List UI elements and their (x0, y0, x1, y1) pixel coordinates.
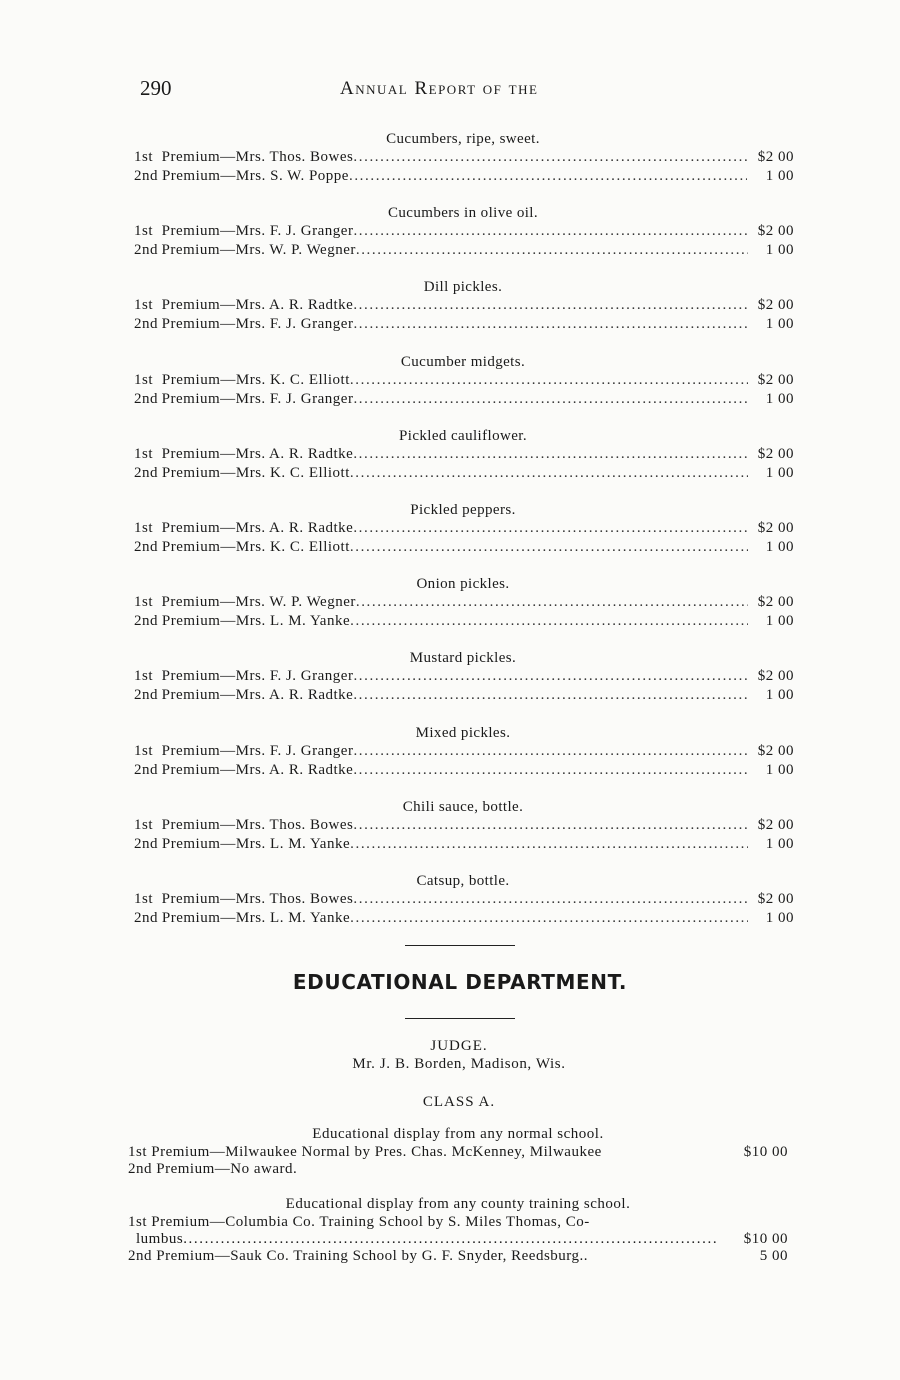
normal-school-block (128, 1126, 788, 1178)
premium-amount: $2 00 (757, 742, 794, 759)
leader-dots (353, 316, 747, 335)
leader-dots (183, 1231, 717, 1248)
premium-amount: 1 00 (765, 687, 794, 704)
premium-row (134, 372, 798, 391)
premium-section (128, 351, 798, 425)
premium-winner: Premium—Mrs. Thos. Bowes (161, 890, 354, 907)
award-line (128, 1161, 788, 1178)
premium-winner: Premium—Mrs. W. P. Wegner (161, 242, 356, 259)
premium-row (134, 297, 798, 316)
premium-amount: 1 00 (765, 168, 794, 184)
premium-amount: $2 00 (757, 297, 794, 314)
premium-section (128, 425, 798, 499)
leader-dots (350, 613, 747, 632)
premium-winner: Premium—Mrs. F. J. Granger (161, 390, 354, 407)
leader-dots (353, 391, 747, 410)
divider-rule (405, 1018, 515, 1019)
leader-dots (349, 168, 747, 187)
leader-dots (350, 465, 748, 484)
premium-row (134, 446, 798, 465)
premium-amount: $2 00 (757, 149, 794, 165)
leader-dots (356, 594, 748, 613)
premium-row (134, 539, 798, 558)
premium-place: 1st (134, 519, 154, 536)
award-text: 2nd Premium—Sauk Co. Training School by G. F. Snyder, Reedsburg.. (128, 1248, 589, 1264)
premium-winner: Premium—Mrs. F. J. Granger (161, 223, 354, 240)
premium-row (134, 762, 798, 781)
section-title: Chili sauce, bottle. (402, 798, 524, 815)
premium-row (134, 891, 798, 910)
premium-section (128, 276, 798, 350)
premium-amount: $2 00 (757, 371, 794, 388)
premium-amount: 1 00 (765, 613, 795, 630)
premium-place: 1st (134, 371, 154, 388)
award-amount: $10 00 (743, 1231, 788, 1247)
premium-winner: Premium—Mrs. K. C. Elliott (161, 371, 350, 388)
section-title: Dill pickles. (423, 279, 503, 296)
premium-winner: Premium—Mrs. L. M. Yanke (161, 909, 351, 926)
premium-sections (128, 128, 798, 944)
premium-place: 1st (134, 594, 154, 611)
premium-amount: $2 00 (757, 519, 794, 536)
premium-amount: 1 00 (765, 835, 795, 852)
premium-row (134, 391, 798, 410)
leader-dots (353, 520, 748, 539)
section-title: Pickled cauliflower. (399, 427, 527, 444)
premium-place: 2nd (134, 316, 158, 333)
premium-winner: Premium—Mrs. A. R. Radtke (161, 761, 354, 778)
premium-row (134, 242, 798, 261)
premium-amount: 1 00 (765, 538, 794, 555)
leader-dots (353, 743, 747, 762)
premium-section (128, 573, 798, 647)
premium-place: 2nd (134, 242, 158, 259)
premium-winner: Premium—Mrs. L. M. Yanke (161, 835, 351, 852)
premium-winner: Premium—Mrs. K. C. Elliott (161, 538, 350, 555)
divider-rule (405, 945, 515, 946)
premium-winner: Premium—Mrs. Thos. Bowes (161, 816, 354, 833)
premium-amount: $2 00 (757, 445, 794, 462)
leader-dots (353, 149, 748, 168)
premium-winner: Premium—Mrs. Thos. Bowes (161, 149, 354, 165)
premium-place: 2nd (134, 168, 158, 184)
premium-winner: Premium—Mrs. W. P. Wegner (161, 594, 356, 611)
premium-winner: Premium—Mrs. A. R. Radtke (161, 687, 354, 704)
leader-dots (353, 223, 747, 242)
section-title: Cucumbers, ripe, sweet. (386, 131, 540, 147)
premium-place: 2nd (134, 835, 158, 852)
premium-amount: 1 00 (765, 316, 794, 333)
premium-amount: 1 00 (765, 464, 794, 481)
premium-section (128, 202, 798, 276)
leader-dots (353, 297, 748, 316)
department-heading: EDUCATIONAL DEPARTMENT. (292, 970, 628, 994)
premium-place: 1st (134, 668, 154, 685)
premium-place: 2nd (134, 464, 158, 481)
leader-dots (353, 446, 748, 465)
premium-section (128, 796, 798, 870)
leader-dots (350, 910, 747, 929)
premium-place: 1st (134, 223, 154, 240)
premium-amount: 1 00 (765, 242, 794, 259)
premium-place: 2nd (134, 613, 158, 630)
leader-dots (350, 539, 748, 558)
award-line (128, 1214, 788, 1231)
premium-winner: Premium—Mrs. S. W. Poppe (161, 168, 349, 184)
award-amount: 5 00 (759, 1248, 788, 1264)
premium-row (134, 465, 798, 484)
premium-row (134, 743, 798, 762)
section-title: Cucumbers in olive oil. (387, 205, 538, 222)
class-heading: CLASS A. (422, 1094, 496, 1110)
section-title: Cucumber midgets. (400, 353, 526, 370)
section-title: Mixed pickles. (415, 724, 511, 741)
premium-row (134, 223, 798, 242)
award-text: 1st Premium—Columbia Co. Training School by S. Miles Thomas, Co- (128, 1214, 590, 1230)
judge-heading: JUDGE. (430, 1038, 488, 1054)
premium-winner: Premium—Mrs. A. R. Radtke (161, 519, 354, 536)
premium-winner: Premium—Mrs. F. J. Granger (161, 316, 354, 333)
premium-amount: $2 00 (757, 668, 794, 685)
premium-row (134, 520, 798, 539)
category-title: Educational display from any county training school. (285, 1196, 631, 1212)
premium-place: 2nd (134, 687, 158, 704)
premium-row (134, 687, 798, 706)
category-title: Educational display from any normal school. (312, 1126, 604, 1142)
award-line (128, 1231, 788, 1248)
premium-place: 2nd (134, 761, 158, 778)
premium-place: 2nd (134, 909, 158, 926)
leader-dots (353, 668, 747, 687)
section-title: Pickled peppers. (410, 501, 516, 518)
premium-row (134, 836, 798, 855)
county-school-block (128, 1196, 788, 1265)
premium-place: 1st (134, 890, 154, 907)
leader-dots (350, 372, 748, 391)
premium-winner: Premium—Mrs. A. R. Radtke (161, 297, 354, 314)
award-amount: $10 00 (743, 1144, 788, 1160)
premium-place: 1st (134, 445, 154, 462)
award-line (128, 1248, 788, 1265)
section-title: Catsup, bottle. (416, 872, 510, 889)
premium-row (134, 594, 798, 613)
premium-amount: 1 00 (765, 761, 794, 778)
section-title: Mustard pickles. (409, 650, 517, 667)
leader-dots (353, 762, 748, 781)
award-text: 1st Premium—Milwaukee Normal by Pres. Chas. McKenney, Milwaukee (128, 1144, 602, 1160)
premium-amount: $2 00 (757, 223, 794, 240)
premium-section (128, 128, 798, 202)
award-line (128, 1144, 788, 1161)
premium-row (134, 316, 798, 335)
premium-winner: Premium—Mrs. L. M. Yanke (161, 613, 351, 630)
section-title: Onion pickles. (416, 576, 510, 593)
leader-dots (353, 687, 748, 706)
premium-amount: $2 00 (757, 594, 794, 611)
premium-section (128, 870, 798, 944)
premium-row (134, 817, 798, 836)
premium-section (128, 499, 798, 573)
leader-dots (356, 242, 748, 261)
premium-amount: $2 00 (757, 890, 794, 907)
premium-row (134, 613, 798, 632)
premium-row (134, 668, 798, 687)
premium-row (134, 168, 798, 187)
premium-amount: $2 00 (757, 816, 794, 833)
premium-section (128, 647, 798, 721)
page-number: 290 (140, 76, 172, 100)
premium-winner: Premium—Mrs. K. C. Elliott (161, 464, 350, 481)
premium-row (134, 149, 798, 168)
page-header (140, 76, 740, 106)
premium-amount: 1 00 (765, 390, 794, 407)
leader-dots (350, 836, 747, 855)
running-title: Annual Report of the (340, 78, 539, 99)
premium-place: 2nd (134, 538, 158, 555)
premium-winner: Premium—Mrs. A. R. Radtke (161, 445, 354, 462)
premium-row (134, 910, 798, 929)
award-text: 2nd Premium—No award. (128, 1161, 298, 1177)
premium-place: 1st (134, 816, 154, 833)
premium-winner: Premium—Mrs. F. J. Granger (161, 742, 354, 759)
premium-place: 1st (134, 149, 154, 165)
premium-place: 1st (134, 297, 154, 314)
premium-place: 1st (134, 742, 154, 759)
premium-winner: Premium—Mrs. F. J. Granger (161, 668, 354, 685)
leader-dots (353, 891, 748, 910)
premium-amount: 1 00 (765, 909, 795, 926)
premium-section (128, 722, 798, 796)
premium-place: 2nd (134, 390, 158, 407)
leader-dots (353, 817, 748, 836)
award-text-continued: lumbus (136, 1231, 184, 1247)
judge-name: Mr. J. B. Borden, Madison, Wis. (352, 1056, 566, 1072)
